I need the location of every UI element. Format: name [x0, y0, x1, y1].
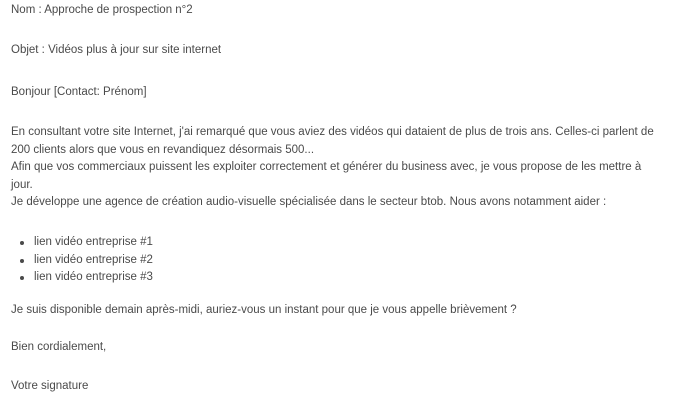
list-item [11, 269, 153, 287]
list-item [11, 234, 153, 252]
video-link-text: lien vidéo entreprise #1 [34, 236, 153, 248]
bullet-icon [20, 276, 24, 280]
email-signature: Votre signature [11, 380, 89, 392]
bullet-icon [20, 241, 24, 245]
body-line: En consultant votre site Internet, j'ai remarqué que vous aviez des vidéos qui dataient de plus de trois ans. Celles-ci parlent de [11, 126, 654, 138]
bullet-icon [20, 259, 24, 263]
email-name-line: Nom : Approche de prospection n°2 [11, 4, 193, 16]
body-line: 200 clients alors que vous en revandiquez désormais 500... [11, 143, 315, 156]
list-item [11, 252, 153, 270]
email-document [11, 0, 693, 420]
email-sign-off: Bien cordialement, [11, 341, 107, 353]
video-link-text: lien vidéo entreprise #2 [34, 253, 153, 266]
body-line: Afin que vos commerciaux puissent les exploiter correctement et générer du business avec, je vous propose de les mettre à [11, 161, 642, 173]
email-body-paragraph [11, 124, 693, 212]
email-greeting: Bonjour [Contact: Prénom] [11, 86, 147, 98]
email-closing-question: Je suis disponible demain après-midi, auriez-vous un instant pour que je vous appelle brièvement ? [11, 304, 517, 316]
video-link-text: lien vidéo entreprise #3 [34, 271, 153, 283]
email-subject-line: Objet : Vidéos plus à jour sur site internet [11, 44, 222, 56]
body-line: Je développe une agence de création audio-visuelle spécialisée dans le secteur btob. Nous avons notamment aider : [11, 196, 607, 208]
video-links-list [11, 234, 153, 287]
body-line: jour. [11, 178, 33, 191]
